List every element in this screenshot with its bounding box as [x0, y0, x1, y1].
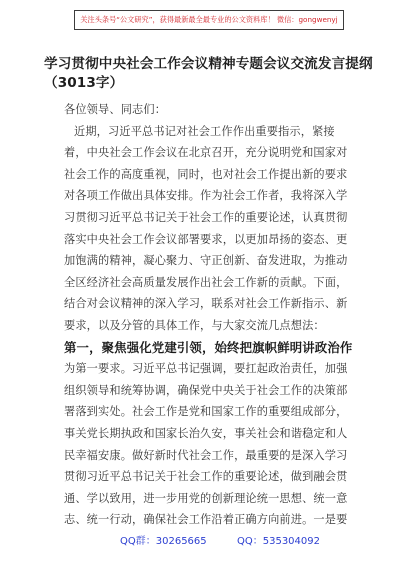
body-line: 事关党长期执政和国家长治久安，事关社会和谐稳定和人	[64, 426, 348, 440]
body-line: 要求，以及分管的具体工作，与大家交流几点想法：	[64, 318, 325, 332]
body-line: 组织领导和统筹协调，确保党中央关于社会工作的决策部	[64, 383, 348, 397]
title-line-wordcount: （3013字）	[44, 75, 124, 91]
salutation: 各位领导、同志们：	[64, 103, 167, 116]
body-line: 社会工作的高度重视，同时，也对社会工作提出新的要求	[64, 167, 348, 181]
body-line: 为第一要求。习近平总书记强调，要扛起政治责任，加强	[64, 362, 348, 376]
body-line: 结合对会议精神的深入学习，联系对社会工作新指示、新	[64, 297, 348, 311]
banner-text: 关注头条号“公文研究”，获得最新最全最专业的公文资料库！ 微信：gongwenyj	[80, 15, 338, 24]
body-line: 署落到实处。社会工作是党和国家工作的重要组成部分，	[64, 405, 348, 419]
footer-qq-group: QQ群：30265665	[120, 536, 207, 547]
body-line: 着，中央社会工作会议在北京召开，充分说明党和国家对	[64, 146, 348, 160]
body-line: 落实中央社会工作会议部署要求，以更加昂扬的姿态、更	[64, 232, 348, 246]
body-line: 民幸福安康。做好新时代社会工作，最重要的是深入学习	[64, 448, 348, 462]
body-line: 贯彻习近平总书记关于社会工作的重要论述，做到融会贯	[64, 470, 348, 484]
document-title	[44, 55, 374, 93]
body-line: 习贯彻习近平总书记关于社会工作的重要论述，认真贯彻	[64, 210, 348, 224]
document-body	[64, 99, 364, 531]
title-line-main: 学习贯彻中央社会工作会议精神专题会议交流发言提纲	[44, 56, 373, 72]
body-line: 通、学以致用，进一步用党的创新理论统一思想、统一意	[64, 491, 348, 505]
body-line: 近期，习近平总书记对社会工作作出重要指示，紧接	[74, 124, 335, 138]
footer-contact	[120, 532, 320, 547]
section-heading: 第一，聚焦强化党建引领，始终把旗帜鲜明讲政治作	[64, 339, 353, 355]
body-line: 全区经济社会高质量发展作出社会工作新的贡献。下面，	[64, 275, 348, 289]
body-line: 对各项工作做出具体安排。作为社会工作者，我将深入学	[64, 189, 348, 203]
header-banner	[74, 10, 344, 30]
body-line: 志、统一行动，确保社会工作沿着正确方向前进。一是要	[64, 513, 348, 527]
footer-qq: QQ：535304092	[236, 536, 320, 547]
body-line: 加饱满的精神，凝心聚力、守正创新、奋发进取，为推动	[64, 254, 348, 268]
